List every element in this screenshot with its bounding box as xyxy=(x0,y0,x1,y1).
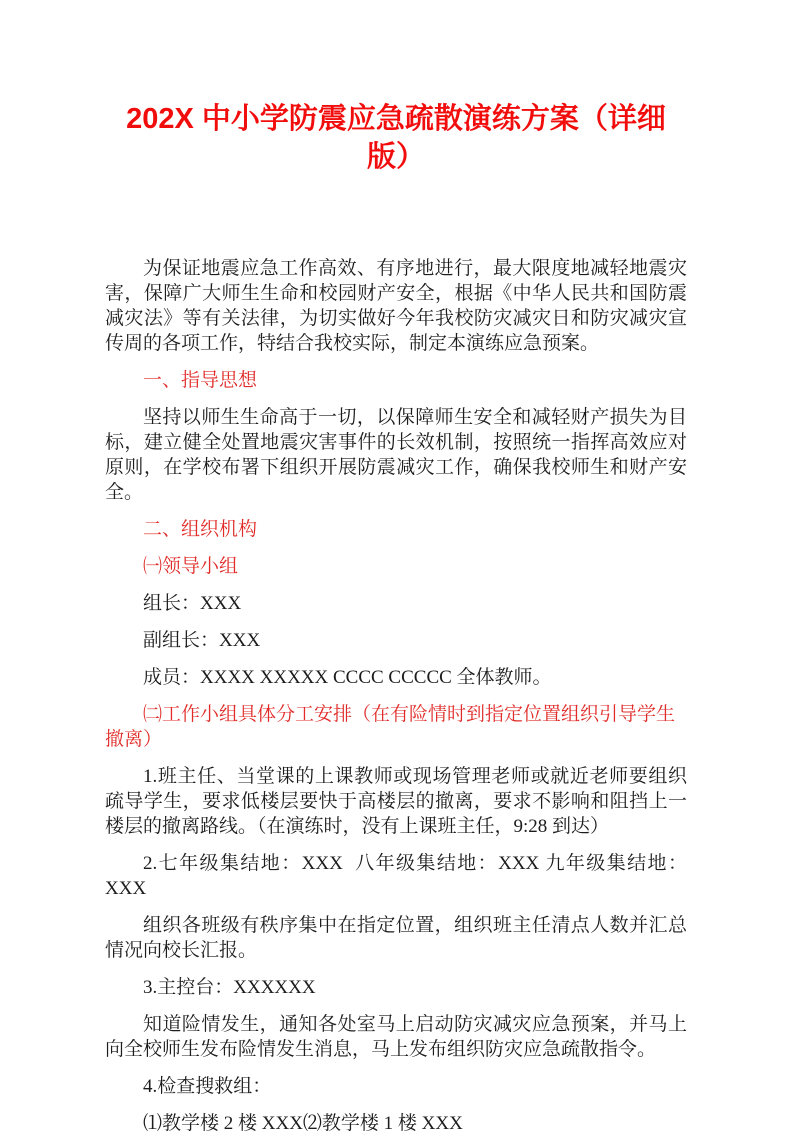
paragraph-assembly-organization: 组织各班级有秩序集中在指定位置，组织班主任清点人数并汇总情况向校长汇报。 xyxy=(105,915,687,961)
paragraph-class-teacher-duty: 1.班主任、当堂课的上课教师或现场管理老师或就近老师要组织疏导学生，要求低楼层要快于高楼层的撤离，要求不影响和阻挡上一楼层的撤离路线。（在演练时，没有上课班主任，9:28 到达） xyxy=(105,766,687,837)
paragraph-intro: 为保证地震应急工作高效、有序地进行，最大限度地减轻地震灾害，保障广大师生生命和校园财产安全，根据《中华人民共和国防震减灾法》等有关法律，为切实做好今年我校防灾减灾日和防灾减灾宣传周的各项工作，特结合我校实际，制定本演练应急预案。 xyxy=(105,258,687,354)
paragraph-guiding-ideology: 坚持以师生生命高于一切，以保障师生安全和减轻财产损失为目标，建立健全处置地震灾害事件的长效机制，按照统一指挥高效应对原则，在学校布署下组织开展防震减灾工作，确保我校师生和财产安全。 xyxy=(105,407,687,503)
paragraph-alert-notification: 知道险情发生，通知各处室马上启动防灾减灾应急预案，并马上向全校师生发布险情发生消息，马上发布组织防灾应急疏散指令。 xyxy=(105,1014,687,1060)
heading-guiding-ideology: 一、指导思想 xyxy=(143,370,258,391)
line-members: 成员：XXXX XXXXX CCCC CCCCC 全体教师。 xyxy=(143,667,552,688)
heading-work-group-assignment: ㈡工作小组具体分工安排（在有险情时到指定位置组织引导学生撤离） xyxy=(105,704,676,750)
line-search-rescue-group: 4.检查搜救组： xyxy=(143,1076,272,1097)
line-building-assignments: ⑴教学楼 2 楼 XXX⑵教学楼 1 楼 XXX xyxy=(143,1113,463,1134)
line-assembly-points: 2.七年级集结地：XXX 八年级集结地：XXX 九年级集结地：XXX xyxy=(105,853,687,899)
line-main-control: 3.主控台：XXXXXX xyxy=(143,977,316,998)
line-group-leader: 组长：XXX xyxy=(143,593,242,614)
heading-leading-group: ㈠领导小组 xyxy=(143,556,239,577)
heading-organization: 二、组织机构 xyxy=(143,519,258,540)
line-deputy-leader: 副组长：XXX xyxy=(143,630,261,651)
document-title: 202X 中小学防震应急疏散演练方案（详细版） xyxy=(126,103,666,173)
